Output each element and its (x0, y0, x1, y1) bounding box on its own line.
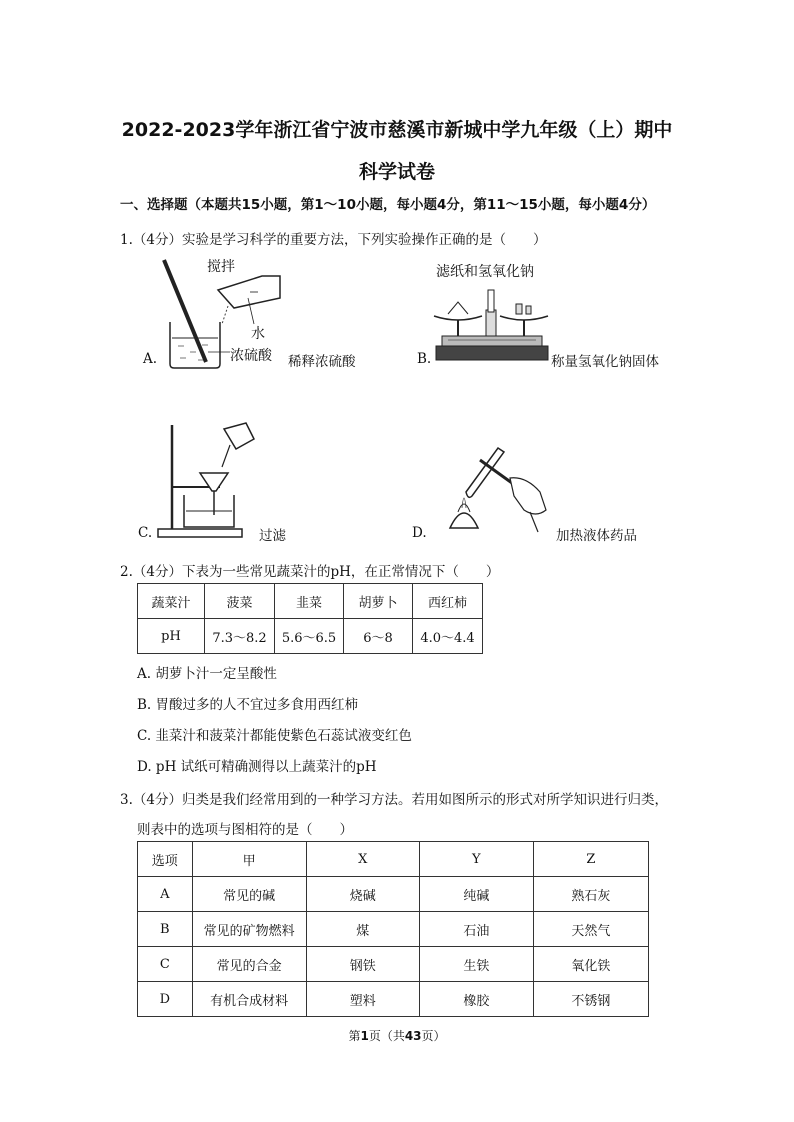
table-cell: B (138, 912, 193, 947)
table-row (138, 619, 483, 654)
option-d-letter: D. (412, 525, 427, 541)
table-cell: 橡胶 (419, 982, 533, 1017)
section-heading: 一、选择题（本题共15小题，第1～10小题，每小题4分，第11～15小题，每小题4分） (120, 197, 656, 213)
table-cell: 4.0～4.4 (413, 619, 483, 654)
table-cell: 西红柿 (413, 584, 483, 619)
exam-title-line1: 2022-2023学年浙江省宁波市慈溪市新城中学九年级（上）期中 (121, 119, 673, 141)
table-cell: 7.3～8.2 (205, 619, 275, 654)
q2-choice-a: A. 胡萝卜汁一定呈酸性 (137, 666, 277, 682)
table-header-row (138, 842, 649, 877)
question-3-stem-line1: 3.（4分）归类是我们经常用到的一种学习方法。若用如图所示的形式对所学知识进行归类， (120, 792, 668, 808)
figure-heating-liquid (440, 418, 552, 536)
footer-mid: 页（共 (368, 1029, 405, 1043)
table-cell: 常见的碱 (192, 877, 306, 912)
table-cell: 熟石灰 (533, 877, 648, 912)
table-cell: 常见的合金 (192, 947, 306, 982)
table-cell: 有机合成材料 (192, 982, 306, 1017)
option-a-letter: A. (143, 351, 158, 367)
classification-table (137, 841, 649, 1017)
table-cell: 菠菜 (205, 584, 275, 619)
table-cell: D (138, 982, 193, 1017)
table-cell: 氧化铁 (533, 947, 648, 982)
table-cell: 纯碱 (419, 877, 533, 912)
table-cell: X (306, 842, 419, 877)
footer-suffix: 页） (421, 1029, 446, 1043)
table-cell: 胡萝卜 (344, 584, 413, 619)
table-cell: 选项 (138, 842, 193, 877)
page-footer (0, 1027, 794, 1044)
ph-table (137, 583, 483, 654)
table-cell: 生铁 (419, 947, 533, 982)
footer-page-number: 1 (360, 1029, 369, 1043)
option-b-letter: B. (417, 351, 432, 367)
table-cell: 煤 (306, 912, 419, 947)
table-cell: Z (533, 842, 648, 877)
footer-total-pages: 43 (404, 1029, 422, 1043)
table-cell: 钢铁 (306, 947, 419, 982)
table-cell: Y (419, 842, 533, 877)
question-2-stem: 2.（4分）下表为一些常见蔬菜汁的pH，在正常情况下（ ） (120, 564, 500, 580)
table-cell: 石油 (419, 912, 533, 947)
table-header-row (138, 584, 483, 619)
option-a-caption: 稀释浓硫酸 (288, 354, 356, 370)
question-1-stem: 1.（4分）实验是学习科学的重要方法，下列实验操作正确的是（ ） (120, 232, 547, 248)
table-cell: 6～8 (344, 619, 413, 654)
label-water: 水 (251, 326, 265, 342)
table-row (138, 982, 649, 1017)
figure-filtration (150, 415, 268, 543)
option-b-caption: 称量氢氧化钠固体 (551, 354, 659, 370)
option-d-caption: 加热液体药品 (556, 528, 637, 544)
table-cell: A (138, 877, 193, 912)
option-c-letter: C. (138, 525, 153, 541)
table-cell: C (138, 947, 193, 982)
table-cell: 5.6～6.5 (275, 619, 344, 654)
label-stir: 搅拌 (207, 259, 235, 275)
exam-title-line2: 科学试卷 (358, 161, 435, 183)
table-cell: 烧碱 (306, 877, 419, 912)
table-cell: 不锈钢 (533, 982, 648, 1017)
table-row (138, 877, 649, 912)
table-cell: 甲 (192, 842, 306, 877)
question-3-stem-line2: 则表中的选项与图相符的是（ ） (137, 822, 353, 838)
q2-choice-d: D. pH 试纸可精确测得以上蔬菜汁的pH (137, 759, 377, 775)
option-c-caption: 过滤 (259, 528, 286, 544)
table-row (138, 947, 649, 982)
footer-prefix: 第 (348, 1029, 361, 1043)
q2-choice-b: B. 胃酸过多的人不宜过多食用西红柿 (137, 697, 359, 713)
table-cell: 韭菜 (275, 584, 344, 619)
label-conc-acid: 浓硫酸 (230, 348, 272, 364)
table-cell: 天然气 (533, 912, 648, 947)
table-cell: 常见的矿物燃料 (192, 912, 306, 947)
label-filter-paper-naoh: 滤纸和氢氧化钠 (436, 264, 534, 280)
table-row (138, 912, 649, 947)
table-cell: 蔬菜汁 (138, 584, 205, 619)
table-cell: 塑料 (306, 982, 419, 1017)
figure-balance (428, 280, 552, 370)
table-cell: pH (138, 619, 205, 654)
q2-choice-c: C. 韭菜汁和菠菜汁都能使紫色石蕊试液变红色 (137, 728, 412, 744)
